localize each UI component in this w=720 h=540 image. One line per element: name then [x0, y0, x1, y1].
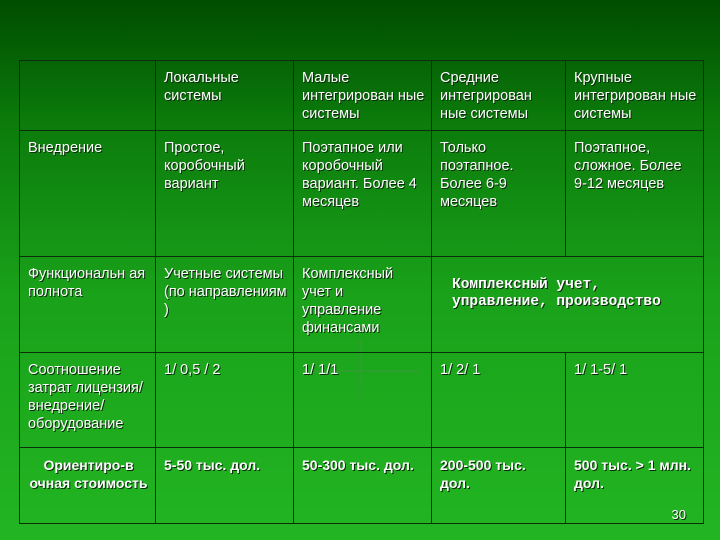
row-label-approx-cost: Ориентиро-в очная стоимость — [20, 448, 156, 524]
table-cell: 1/ 2/ 1 — [432, 353, 566, 448]
comparison-table — [19, 60, 704, 524]
table-row-cost-ratio — [20, 353, 704, 448]
header-cell-small: Малые интегрирован ные системы — [294, 61, 432, 131]
table-cell: Поэтапное или коробочный вариант. Более 4 месяцев — [294, 131, 432, 257]
row-label-cost-ratio: Соотношение затрат лицензия/ внедрение/ оборудование — [20, 353, 156, 448]
table-row-implementation — [20, 131, 704, 257]
table-cell: 1/ 1/1 — [294, 353, 432, 448]
slide-page-number: 30 — [671, 507, 686, 522]
table-row-functionality — [20, 257, 704, 353]
row-label-functionality: Функциональн ая полнота — [20, 257, 156, 353]
table-cell: 1/ 1-5/ 1 — [566, 353, 704, 448]
table-header-row — [20, 61, 704, 131]
table-cell: 5-50 тыс. дол. — [156, 448, 294, 524]
table-cell: 50-300 тыс. дол. — [294, 448, 432, 524]
table-cell: 500 тыс. > 1 млн. дол. — [566, 448, 704, 524]
header-cell-large: Крупные интегрирован ные системы — [566, 61, 704, 131]
header-cell-empty — [20, 61, 156, 131]
header-cell-local: Локальные системы — [156, 61, 294, 131]
table-cell: Учетные системы (по направлениям ) — [156, 257, 294, 353]
table-cell: Простое, коробочный вариант — [156, 131, 294, 257]
table-cell-merged — [432, 257, 704, 353]
header-cell-medium: Средние интегрирован ные системы — [432, 61, 566, 131]
table-cell: Только поэтапное. Более 6-9 месяцев — [432, 131, 566, 257]
table-cell: Комплексный учет и управление финансами — [294, 257, 432, 353]
merged-cell-text: Комплексный учет, управление, производство — [452, 277, 661, 310]
table-row-approx-cost — [20, 448, 704, 524]
table-cell: 1/ 0,5 / 2 — [156, 353, 294, 448]
row-label-implementation: Внедрение — [20, 131, 156, 257]
table-cell: Поэтапное, сложное. Более 9-12 месяцев — [566, 131, 704, 257]
table-cell: 200-500 тыс. дол. — [432, 448, 566, 524]
